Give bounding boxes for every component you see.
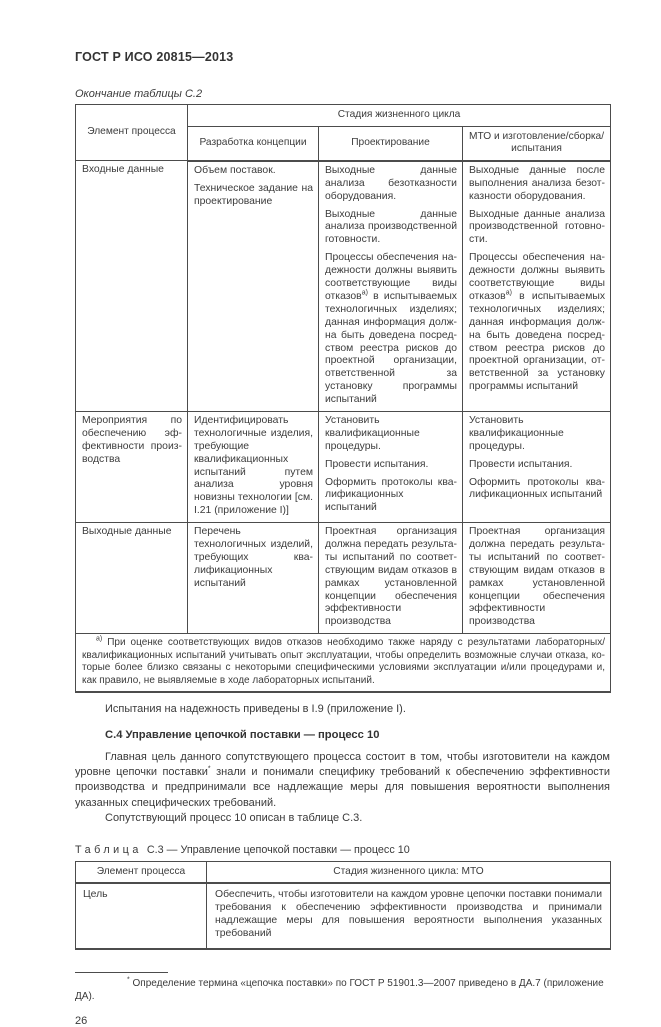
cell-paragraph: Оформить протоколы квалификационных испытаний: [325, 476, 457, 514]
cell-measures-mto: [463, 411, 611, 522]
cell-paragraph: Проектная организация должна передать результаты испытаний по соответствующим видам отказов в рамках установленной концепции обеспечения эффективности производства: [325, 526, 457, 628]
column-header-design: Проектирование: [319, 126, 463, 161]
cell-paragraph: Процессы обеспечения надежности должны выявить соответствующие виды отказов$^{а)}$ в испытываемых технологичных изделиях; данная информация должна быть доведена посредством реестра рисков до проектной организации, ответственной за установку программы испытаний: [469, 252, 606, 393]
cell-paragraph: Провести испытания.: [469, 458, 573, 470]
cell-paragraph: Идентифицировать технологичные изделия, требующие квалификационных испытаний путем анализа уровня новизны технологии [см. I.21 (приложение I)]: [194, 414, 313, 517]
cell-input-data-label: Входные данные: [76, 161, 188, 412]
cell-paragraph: Установить квалификационные процедуры.: [325, 414, 420, 452]
cell-measures-concept: [188, 411, 319, 522]
footnote-divider: [75, 972, 168, 973]
section-paragraph-2: Сопутствующий процесс 10 описан в таблице С.3.: [105, 812, 363, 825]
table-row-measures: [76, 411, 611, 522]
cell-output-data-design: [319, 523, 463, 634]
cell-paragraph: Выходные данные анализа безотказности оборудования.: [325, 164, 457, 202]
table-c3-caption-word: Таблица: [75, 843, 142, 856]
cell-goal-label: Цель: [76, 883, 207, 949]
cell-measures-label: Мероприятия по обеспечению эффективности производства: [76, 411, 188, 522]
column-header-process-element: Элемент процесса: [76, 105, 188, 161]
cell-paragraph: Оформить протоколы квалификационных испытаний: [469, 476, 606, 501]
column-header-lifecycle-mto: Стадия жизненного цикла: МТО: [207, 861, 611, 883]
cell-paragraph: Процессы обеспечения надежности должны выявить соответствующие виды отказов$^{а)}$ в испытываемых технологичных изделиях; данная информация должна быть доведена посредством реестра рисков до проектной организации, ответственной за установку программы испытаний: [325, 252, 457, 406]
cell-goal-value: Обеспечить, чтобы изготовители на каждом уровне цепочки поставки понимали требования к обеспечению эффективности производства и принимали надлежащие меры для повышения вероятности выполнения указанных требований: [207, 883, 611, 949]
column-header-process-element-c3: Элемент процесса: [76, 861, 207, 883]
table-c2-header-row-1: [76, 105, 611, 127]
column-header-mto: МТО и изготовление/сборка/испытания: [463, 126, 611, 161]
cell-paragraph: Объем поставок.: [194, 164, 276, 176]
table-c3-caption: [75, 844, 610, 856]
reliability-tests-note: Испытания на надежность приведены в I.9 (приложение I).: [105, 703, 406, 716]
cell-input-data-design: [319, 161, 463, 412]
cell-output-data-concept: [188, 523, 319, 634]
footnote-marker: *: [207, 765, 211, 773]
table-c3-caption-text: С.3 — Управление цепочкой поставки — процесс 10: [146, 843, 410, 856]
page-footnote-block: [75, 972, 610, 1003]
column-header-concept: Разработка концепции: [188, 126, 319, 161]
cell-paragraph: Перечень технологичных изделий, требующих квалификационных испытаний: [194, 526, 313, 589]
cell-output-data-mto: [463, 523, 611, 634]
cell-output-data-label: Выходные данные: [76, 523, 188, 634]
cell-measures-design: [319, 411, 463, 522]
table-c3: [75, 861, 611, 950]
page-footnote: * Определение термина «цепочка поставки» по ГОСТ Р 51901.3—2007 приведено в ДА.7 (приложение ДА).: [75, 976, 604, 1002]
table-footnote-row: [76, 634, 611, 693]
cell-paragraph: Выходные данные анализа производственной готовности.: [325, 208, 457, 246]
footnote-marker: *: [127, 976, 130, 984]
table-c2: [75, 104, 611, 693]
table-c3-header-row: [76, 861, 611, 883]
cell-paragraph: Провести испытания.: [325, 458, 429, 470]
document-title: ГОСТ Р ИСО 20815—2013: [75, 50, 234, 64]
table-row-output-data: [76, 523, 611, 634]
cell-input-data-mto: [463, 161, 611, 412]
page-number: 26: [75, 1014, 88, 1027]
table-c2-continuation-caption: Окончание таблицы С.2: [75, 88, 203, 100]
cell-paragraph: Выходные данные анализа производственной готовности.: [469, 208, 606, 246]
footnote-marker: а): [361, 289, 368, 297]
column-header-lifecycle-span: Стадия жизненного цикла: [188, 105, 611, 127]
footnote-marker: а): [96, 635, 103, 643]
footnote-marker: а): [505, 289, 512, 297]
cell-paragraph: Техническое задание на проектирование: [194, 182, 313, 207]
section-paragraph: Главная цель данного сопутствующего процесса состоит в том, чтобы изготовители на каждом уровне цепочки поставки* знали и понимали специфику требований к обеспечению эффективности производства и предпринимали все надлежащие меры для повышения вероятности выполнения указанных специфических требований.: [75, 750, 610, 809]
cell-paragraph: Выходные данные после выполнения анализа безотказности оборудования.: [469, 164, 606, 202]
cell-paragraph: Проектная организация должна передать результаты испытаний по соответствующим видам отказов в рамках установленной концепции обеспечения эффективности производства: [469, 526, 606, 628]
table-row-input-data: [76, 161, 611, 412]
cell-paragraph: Установить квалификационные процедуры.: [469, 414, 564, 452]
table-row-goal: [76, 883, 611, 949]
table-c2-footnote: $^{а)}$ При оценке соответствующих видов отказов необходимо также наряду с результатами лабораторных/квалификационных испытаний учитывать опыт эксплуатации, чтобы определить возможные случаи отказа, которые более близко связаны с некоторыми специфическими условиями эксплуатации и/или процедурами и, как правило, не выявляемые в ходе лабораторных испытаний.: [76, 634, 611, 693]
cell-input-data-concept: [188, 161, 319, 412]
section-heading-c4: С.4 Управление цепочкой поставки — процесс 10: [105, 728, 380, 741]
